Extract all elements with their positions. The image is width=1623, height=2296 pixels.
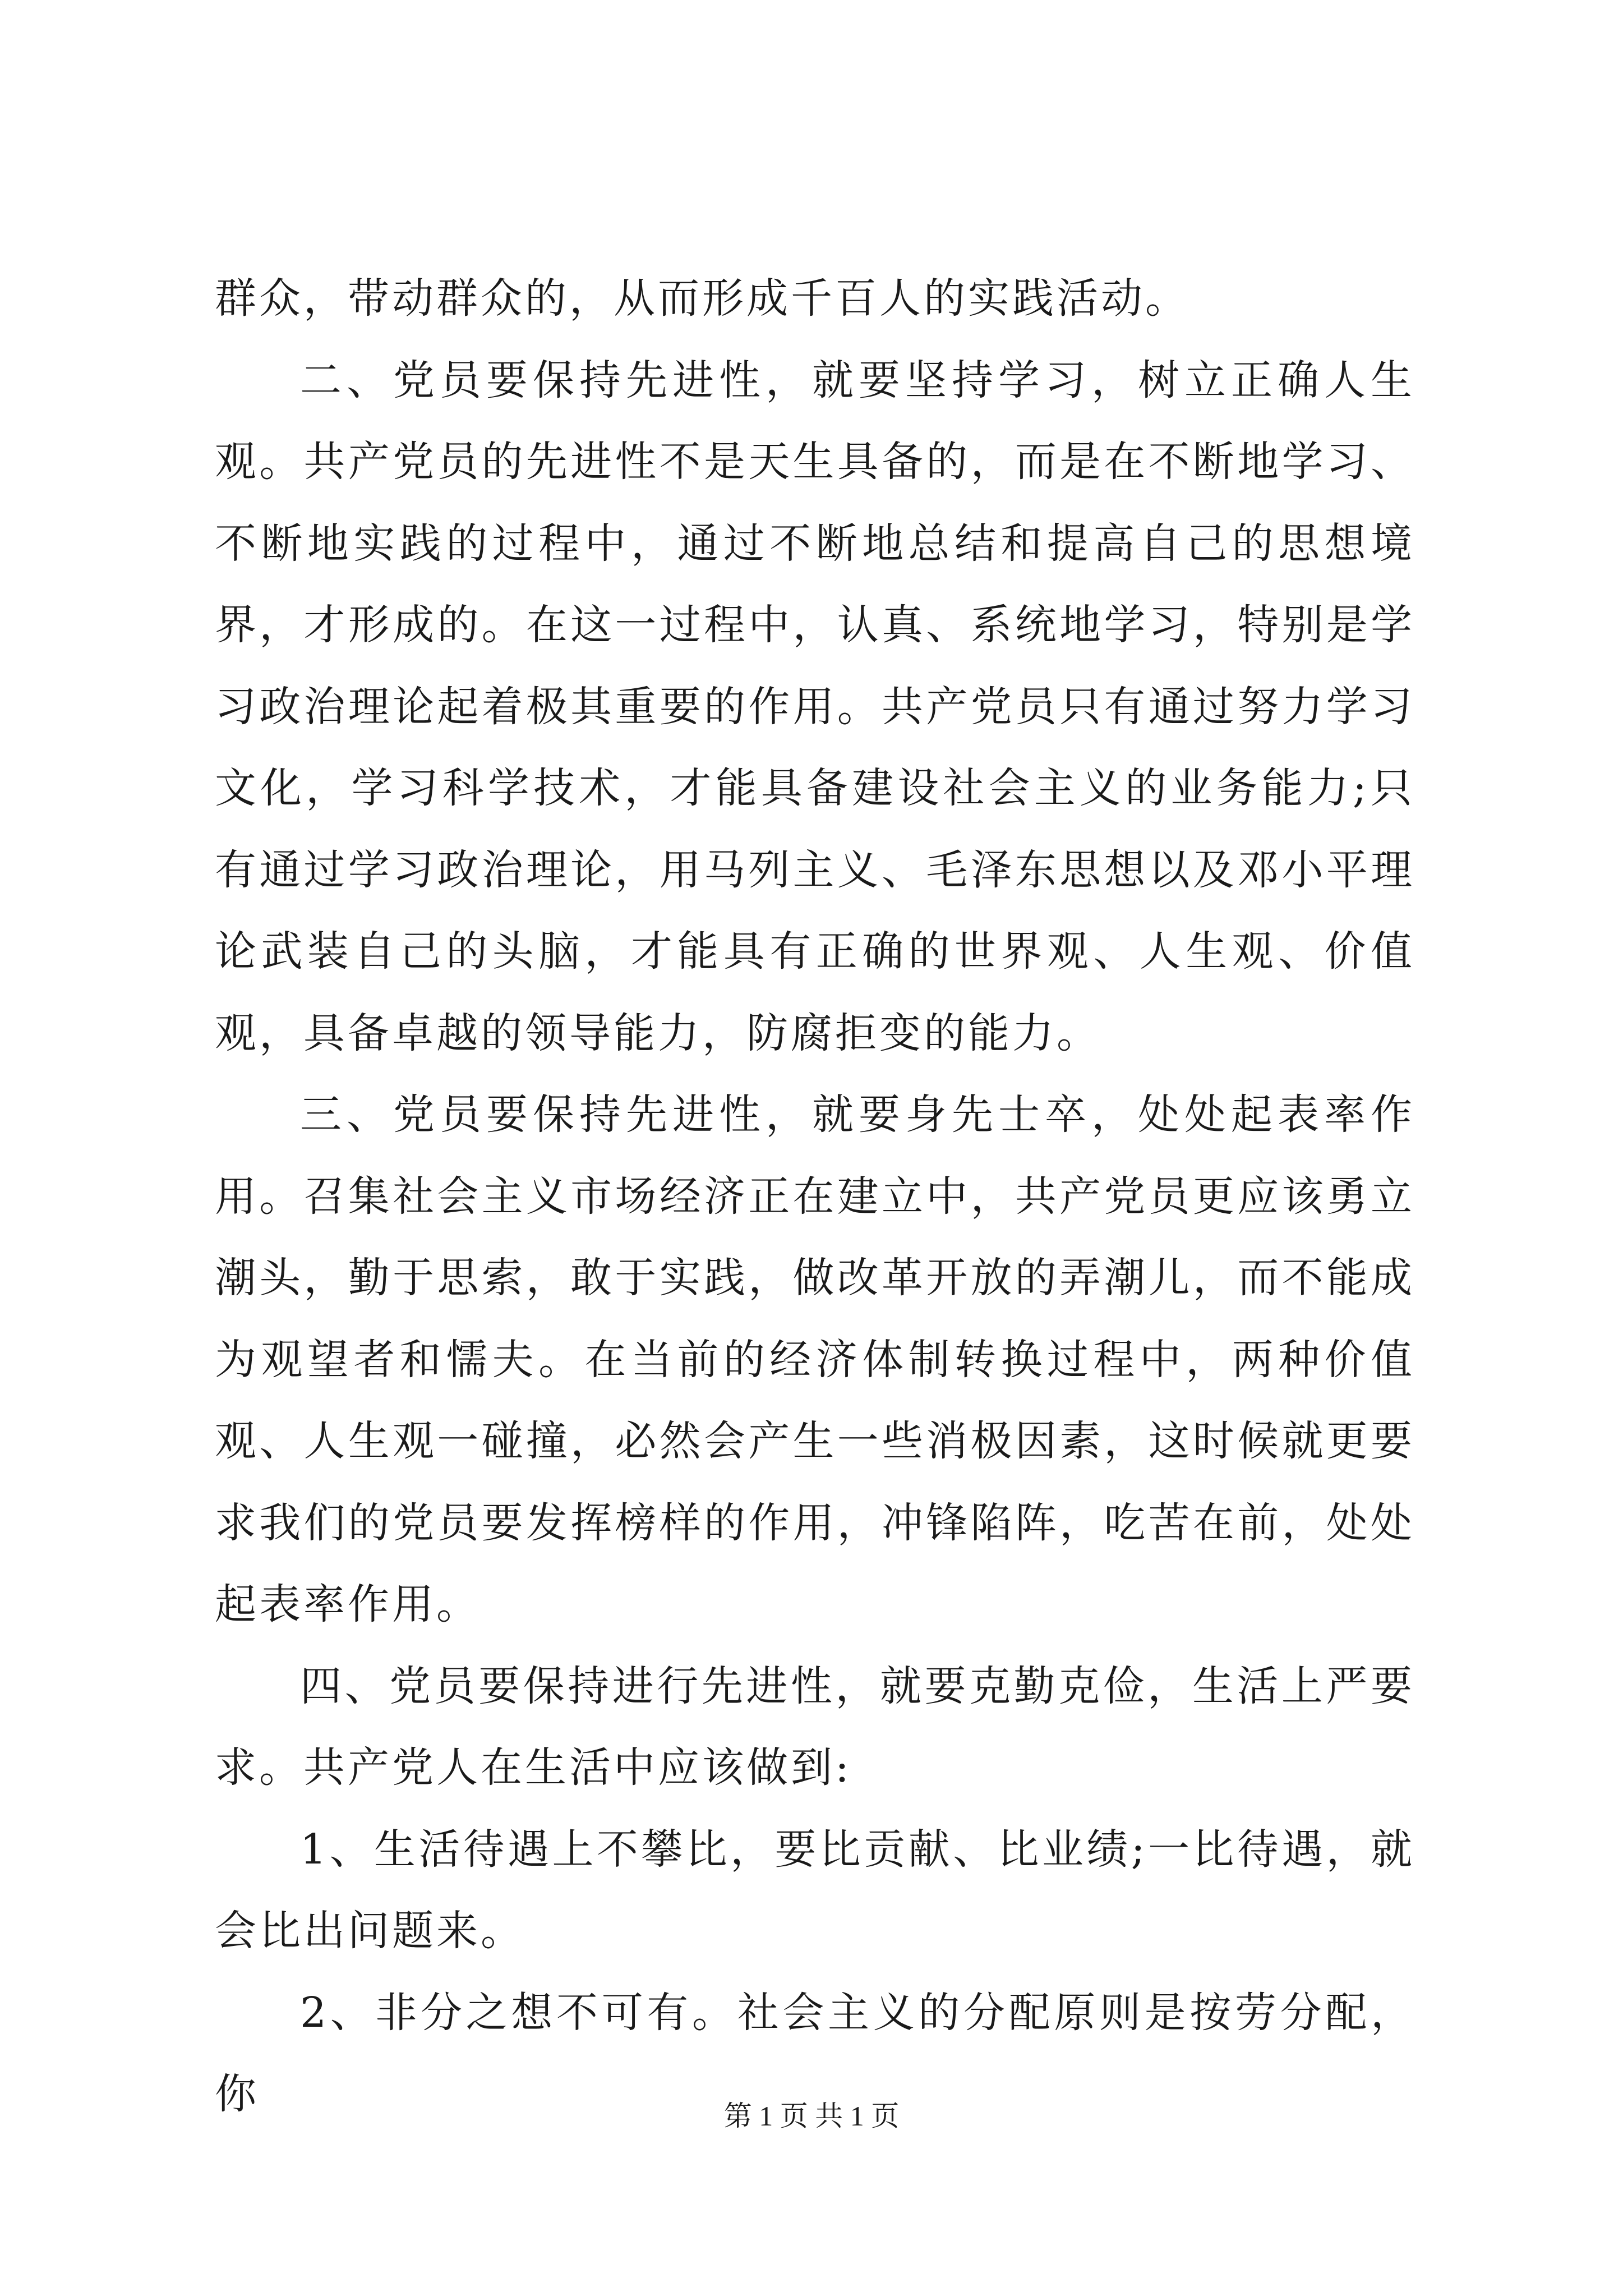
paragraph-continuation: 群众，带动群众的，从而形成千百人的实践活动。 [215, 274, 1189, 323]
page-footer: 第 1 页 共 1 页 [723, 2100, 900, 2132]
paragraph-section-four: 四、党员要保持进行先进性，就要克勤克俭，生活上严要求。共产党人在生活中应该做到: [215, 1662, 1415, 1792]
list-item-two: 2、非分之想不可有。社会主义的分配原则是按劳分配，你 [215, 1988, 1415, 2118]
paragraph-section-three: 三、党员要保持先进性，就要身先士卒，处处起表率作用。召集社会主义市场经济正在建立中，共产党员更应该勇立潮头，勤于思索，敢于实践，做改革开放的弄潮儿，而不能成为观望者和懦夫。在当前的经济体制转换过程中，两种价值观、人生观一碰撞，必然会产生一些消极因素，这时候就更要求我们的党员要发挥榜样的作用，冲锋陷阵，吃苦在前，处处起表率作用。 [215, 1091, 1415, 1628]
paragraph-section-two: 二、党员要保持先进性，就要坚持学习，树立正确人生观。共产党员的先进性不是天生具备的，而是在不断地学习、不断地实践的过程中，通过不断地总结和提高自己的思想境界，才形成的。在这一过程中，认真、系统地学习，特别是学习政治理论起着极其重要的作用。共产党员只有通过努力学习文化，学习科学技术，才能具备建设社会主义的业务能力;只有通过学习政治理论，用马列主义、毛泽东思想以及邓小平理论武装自己的头脑，才能具有正确的世界观、人生观、价值观，具备卓越的领导能力，防腐拒变的能力。 [215, 356, 1415, 1057]
list-item-one: 1、生活待遇上不攀比，要比贡献、比业绩;一比待遇，就会比出问题来。 [215, 1825, 1415, 1955]
document-body [215, 258, 1415, 2136]
